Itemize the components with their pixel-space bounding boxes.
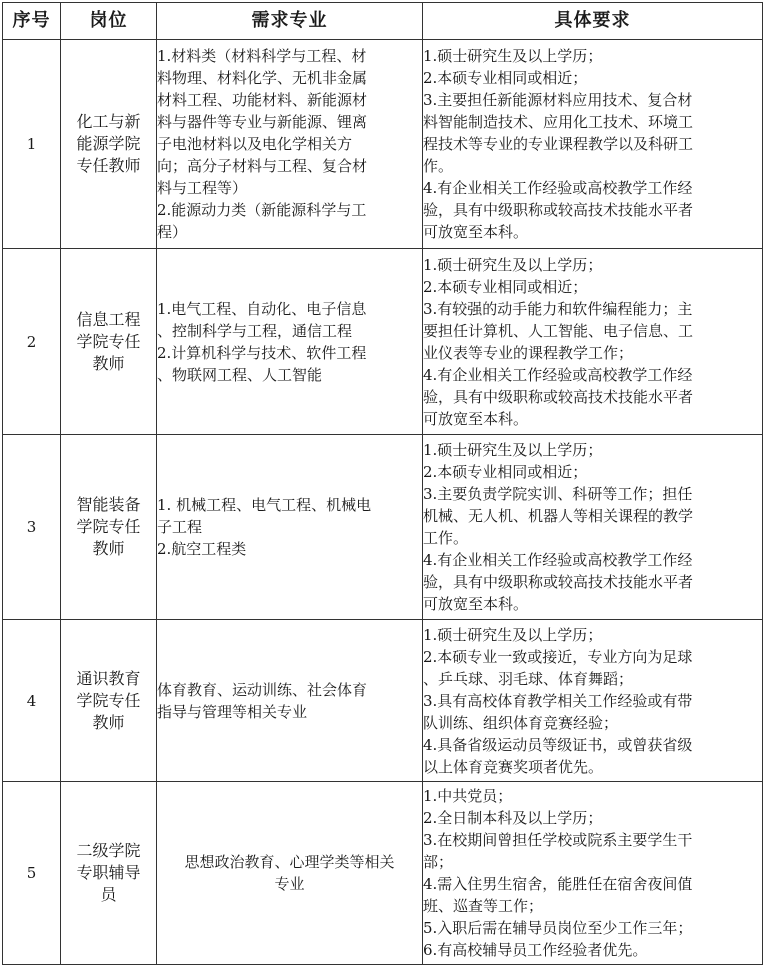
requirements-cell-line: 1.硕士研究生及以上学历； bbox=[423, 47, 603, 65]
table-row bbox=[3, 620, 763, 782]
header-position: 岗位 bbox=[61, 3, 157, 40]
position-cell bbox=[61, 435, 157, 620]
major-cell-line: 指导与管理等相关专业 bbox=[157, 702, 308, 721]
requirements-cell-line: 程技术等专业的专业课程教学以及科研工 bbox=[423, 135, 694, 153]
position-cell bbox=[61, 620, 157, 782]
header-no: 序号 bbox=[3, 3, 61, 40]
major-cell-line: 2.能源动力类（新能源科学与工 bbox=[157, 201, 367, 219]
requirements-cell-line: 3.主要担任新能源材料应用技术、复合材 bbox=[423, 91, 693, 109]
major-cell bbox=[157, 435, 423, 620]
table-row bbox=[3, 435, 763, 620]
position-cell-line: 二级学院 bbox=[76, 841, 141, 860]
requirements-cell-line: 2.本硕专业相同或相近； bbox=[423, 69, 588, 87]
position-cell-line: 专任教师 bbox=[76, 156, 141, 175]
table-row bbox=[3, 249, 763, 435]
requirements-cell-line: 队训练、组织体育竞赛经验； bbox=[423, 713, 619, 732]
row-number: 5 bbox=[3, 782, 61, 965]
position-cell-line: 教师 bbox=[92, 712, 125, 732]
requirements-cell-line: 3.有较强的动手能力和软件编程能力；主 bbox=[423, 299, 693, 318]
row-number: 4 bbox=[3, 620, 61, 782]
requirements-cell-line: 3.在校期间曾担任学校或院系主要学生干 bbox=[423, 831, 693, 849]
requirements-cell-line: 班、巡查等工作； bbox=[423, 897, 544, 915]
requirements-cell-line: 以上体育竞赛奖项者优先。 bbox=[423, 757, 604, 776]
major-cell-line: 子电池材料以及电化学相关方 bbox=[157, 135, 353, 153]
requirements-cell-line: 验，具有中级职称或较高技术技能水平者 bbox=[423, 387, 694, 406]
major-cell bbox=[157, 40, 423, 249]
requirements-cell-line: 可放宽至本科。 bbox=[423, 595, 529, 613]
requirements-cell-line: 料智能制造技术、应用化工技术、环境工 bbox=[423, 113, 694, 131]
position-cell-line: 信息工程 bbox=[76, 309, 141, 329]
row-number: 2 bbox=[3, 249, 61, 435]
requirements-cell-line: 4.需入住男生宿舍，能胜任在宿舍夜间值 bbox=[423, 875, 693, 893]
position-cell bbox=[61, 249, 157, 435]
header-row bbox=[3, 3, 763, 40]
position-cell-line: 教师 bbox=[92, 539, 125, 558]
requirements-cell bbox=[423, 249, 763, 435]
position-cell-line: 通识教育 bbox=[76, 668, 141, 688]
major-cell-line: 子工程 bbox=[157, 518, 203, 536]
requirements-cell-line: 1.硕士研究生及以上学历； bbox=[423, 441, 603, 459]
requirements-cell bbox=[423, 40, 763, 249]
major-cell bbox=[157, 249, 423, 435]
row-number: 1 bbox=[3, 40, 61, 249]
requirements-cell-line: 1.中共党员； bbox=[423, 787, 513, 805]
table-row bbox=[3, 782, 763, 965]
requirements-cell-line: 4.具备省级运动员等级证书，或曾获省级 bbox=[423, 735, 693, 754]
requirements-cell-line: 3.主要负责学院实训、科研等工作；担任 bbox=[423, 485, 693, 503]
requirements-cell-line: 4.有企业相关工作经验或高校教学工作经 bbox=[423, 551, 693, 569]
position-cell-line: 专职辅导 bbox=[76, 863, 141, 882]
requirements-cell-line: 5.入职后需在辅导员岗位至少工作三年； bbox=[423, 919, 693, 937]
requirements-cell-line: 6.有高校辅导员工作经验者优先。 bbox=[423, 941, 648, 959]
major-cell-line: 2.航空工程类 bbox=[157, 540, 247, 558]
requirements-cell-line: 要担任计算机、人工智能、电子信息、工 bbox=[423, 321, 694, 340]
major-cell-line: 专业 bbox=[274, 875, 305, 893]
requirements-cell-line: 作。 bbox=[423, 157, 454, 175]
header-major: 需求专业 bbox=[157, 3, 423, 40]
major-cell-line: 2.计算机科学与技术、软件工程 bbox=[157, 343, 367, 362]
requirements-cell bbox=[423, 435, 763, 620]
major-cell bbox=[157, 782, 423, 965]
requirements-cell-line: 2.本硕专业相同或相近； bbox=[423, 463, 588, 481]
requirements-cell-line: 4.有企业相关工作经验或高校教学工作经 bbox=[423, 365, 693, 384]
position-cell bbox=[61, 40, 157, 249]
requirements-cell-line: 可放宽至本科。 bbox=[423, 223, 529, 241]
major-cell bbox=[157, 620, 423, 782]
major-cell-line: 程） bbox=[157, 223, 188, 241]
major-cell-line: 、物联网工程、人工智能 bbox=[157, 365, 323, 384]
requirements-cell-line: 4.有企业相关工作经验或高校教学工作经 bbox=[423, 179, 693, 197]
requirements-cell-line: 2.本硕专业一致或接近，专业方向为足球 bbox=[423, 647, 693, 666]
major-cell-line: 料物理、材料化学、无机非金属 bbox=[157, 69, 368, 87]
major-cell-line: 料与器件等专业与新能源、锂离 bbox=[157, 113, 368, 131]
major-cell-line: 1. 机械工程、电气工程、机械电 bbox=[157, 496, 372, 514]
requirements-cell-line: 2.本硕专业相同或相近； bbox=[423, 277, 588, 296]
major-cell-line: 材料工程、功能材料、新能源材 bbox=[157, 91, 368, 109]
position-cell-line: 能源学院 bbox=[76, 134, 141, 153]
requirements-cell-line: 部； bbox=[423, 853, 454, 871]
row-number: 3 bbox=[3, 435, 61, 620]
position-cell-line: 化工与新 bbox=[76, 112, 141, 131]
position-cell-line: 学院专任 bbox=[76, 517, 141, 536]
requirements-cell-line: 机械、无人机、机器人等相关课程的教学 bbox=[423, 507, 694, 525]
position-cell bbox=[61, 782, 157, 965]
requirements-cell-line: 1.硕士研究生及以上学历； bbox=[423, 625, 603, 644]
major-cell-line: 1.电气工程、自动化、电子信息 bbox=[157, 299, 367, 318]
major-cell-line: 、控制科学与工程，通信工程 bbox=[157, 321, 353, 340]
major-cell-line: 思想政治教育、心理学类等相关 bbox=[184, 853, 395, 871]
requirements-cell-line: 验，具有中级职称或较高技术技能水平者 bbox=[423, 201, 694, 219]
header-requirements: 具体要求 bbox=[423, 3, 763, 40]
position-cell-line: 智能装备 bbox=[76, 495, 141, 514]
requirements-cell-line: 可放宽至本科。 bbox=[423, 409, 529, 428]
position-cell-line: 学院专任 bbox=[76, 331, 141, 351]
requirements-cell-line: 工作。 bbox=[423, 529, 469, 547]
major-cell-line: 料与工程等） bbox=[157, 179, 248, 197]
requirements-cell-line: 2.全日制本科及以上学历； bbox=[423, 809, 603, 827]
requirements-cell-line: 业仪表等专业的课程教学工作； bbox=[423, 343, 634, 362]
page bbox=[2, 2, 763, 965]
requirements-cell-line: 1.硕士研究生及以上学历； bbox=[423, 255, 603, 274]
requirements-cell-line: 、乒乓球、羽毛球、体育舞蹈； bbox=[423, 669, 634, 688]
major-cell-line: 1.材料类（材料科学与工程、材 bbox=[157, 47, 367, 65]
major-cell-line: 向；高分子材料与工程、复合材 bbox=[157, 157, 368, 175]
position-cell-line: 员 bbox=[100, 885, 117, 904]
requirements-cell bbox=[423, 782, 763, 965]
position-cell-line: 学院专任 bbox=[76, 690, 141, 710]
recruitment-table bbox=[2, 2, 763, 965]
table-row bbox=[3, 40, 763, 249]
requirements-cell-line: 验，具有中级职称或较高技术技能水平者 bbox=[423, 573, 694, 591]
position-cell-line: 教师 bbox=[92, 353, 125, 373]
requirements-cell-line: 3.具有高校体育教学相关工作经验或有带 bbox=[423, 691, 693, 710]
major-cell-line: 体育教育、运动训练、社会体育 bbox=[157, 680, 368, 699]
requirements-cell bbox=[423, 620, 763, 782]
